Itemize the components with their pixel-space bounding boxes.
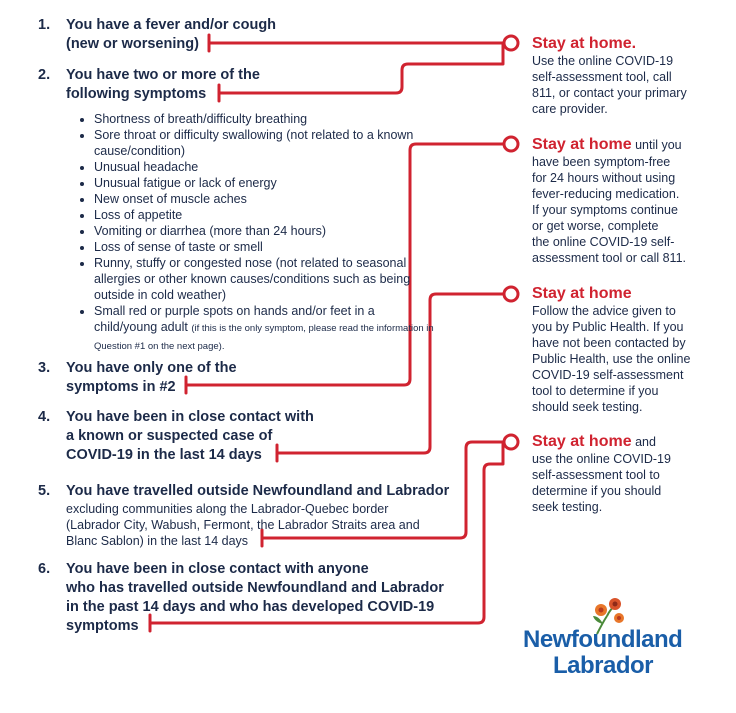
answer-line: or get worse, complete (532, 219, 659, 233)
answer-line: seek testing. (532, 500, 603, 514)
answer-node-2 (504, 137, 518, 151)
question-subline: Blanc Sablon) in the last 14 days (66, 534, 249, 548)
question-line: following symptoms (66, 86, 207, 102)
answer-heading: Stay at home (532, 433, 632, 450)
symptom-item: • Unusual fatigue or lack of energy (94, 175, 434, 191)
symptom-item: • Unusual headache (94, 159, 434, 175)
question-number: 4. (38, 409, 51, 425)
answer-line: self-assessment tool to (532, 468, 660, 482)
logo-word-newfoundland: Newfoundland (523, 626, 683, 653)
answer-line: If your symptoms continue (532, 203, 678, 217)
answer-line: care provider. (532, 102, 608, 116)
question-number: 2. (38, 67, 51, 83)
question-line: You have two or more of the (66, 67, 260, 83)
answer-4 (532, 433, 671, 515)
answer-line: should seek testing. (532, 400, 643, 414)
answer-line: determine if you should (532, 484, 662, 498)
answer-heading: Stay at home (532, 285, 632, 302)
question-line: symptoms in #2 (66, 379, 176, 395)
newfoundland-labrador-logo (523, 596, 683, 686)
question-line: in the past 14 days and who has developed COVID-19 (66, 599, 435, 615)
question-line: COVID-19 in the last 14 days (66, 447, 262, 463)
question-number: 3. (38, 360, 51, 376)
question-line: who has travelled outside Newfoundland and Labrador (66, 580, 444, 596)
answer-heading-tail: and (631, 435, 656, 449)
answer-line: Use the online COVID-19 (532, 54, 674, 68)
answer-line: self-assessment tool, call (532, 70, 672, 84)
answer-node-3 (504, 287, 518, 301)
symptom-item: • Loss of sense of taste or smell (94, 239, 434, 255)
answer-2 (532, 136, 686, 266)
symptom-item (94, 303, 434, 355)
logo-word-labrador: Labrador (553, 652, 654, 679)
answer-line: tool to determine if you (532, 384, 659, 398)
question-number: 6. (38, 561, 51, 577)
answer-heading: Stay at home. (532, 35, 637, 52)
answer-heading: Stay at home (532, 136, 632, 153)
question-line: (new or worsening) (66, 36, 199, 52)
answer-1 (532, 35, 687, 117)
answer-line: assessment tool or call 811. (532, 251, 687, 265)
answer-line: Follow the advice given to (532, 304, 676, 318)
symptom-text: Small red or purple spots on hands and/or feet in a child/young adult (94, 304, 375, 334)
question-line: You have been in close contact with anyone (66, 561, 369, 577)
answer-line: fever-reducing medication. (532, 187, 680, 201)
question-line: You have been in close contact with (66, 409, 314, 425)
symptom-list (66, 111, 434, 355)
question-line: You have travelled outside Newfoundland and Labrador (66, 483, 450, 499)
question-line: symptoms (66, 618, 139, 634)
answer-line: the online COVID-19 self- (532, 235, 675, 249)
question-line: You have a fever and/or cough (66, 17, 277, 33)
symptom-item: • Vomiting or diarrhea (more than 24 hours) (94, 223, 434, 239)
question-subline: excluding communities along the Labrador-Quebec border (66, 502, 389, 516)
question-subline: (Labrador City, Wabush, Fermont, the Labrador Straits area and (66, 518, 420, 532)
symptom-item: • Loss of appetite (94, 207, 434, 223)
answer-line: you by Public Health. If you (532, 320, 684, 334)
answer-line: use the online COVID-19 (532, 452, 671, 466)
answer-line: have been symptom-free (532, 155, 671, 169)
symptom-item: • Shortness of breath/difficulty breathing (94, 111, 434, 127)
symptom-item: • Sore throat or difficulty swallowing (not related to a known cause/condition) (94, 127, 434, 159)
answer-node-4 (504, 435, 518, 449)
question-number: 1. (38, 17, 51, 33)
answer-3 (532, 285, 690, 415)
symptom-item: • New onset of muscle aches (94, 191, 434, 207)
symptom-item: • Runny, stuffy or congested nose (not related to seasonal allergies or other known causes/conditions such as being outside in cold weather) (94, 255, 434, 303)
question-line: You have only one of the (66, 360, 237, 376)
symptom-note: (if this is the only symptom, please read the information in Question #1 on the next page). (94, 323, 434, 352)
answer-line: Public Health, use the online (532, 352, 691, 366)
answer-line: have not been contacted by (532, 336, 686, 350)
question-line: a known or suspected case of (66, 428, 273, 444)
answer-heading-tail: until you (631, 138, 682, 152)
answer-line: 811, or contact your primary (532, 86, 687, 100)
answer-node-1 (504, 36, 518, 50)
question-number: 5. (38, 483, 51, 499)
answer-line: COVID-19 self-assessment (532, 368, 684, 382)
answer-line: for 24 hours without using (532, 171, 676, 185)
